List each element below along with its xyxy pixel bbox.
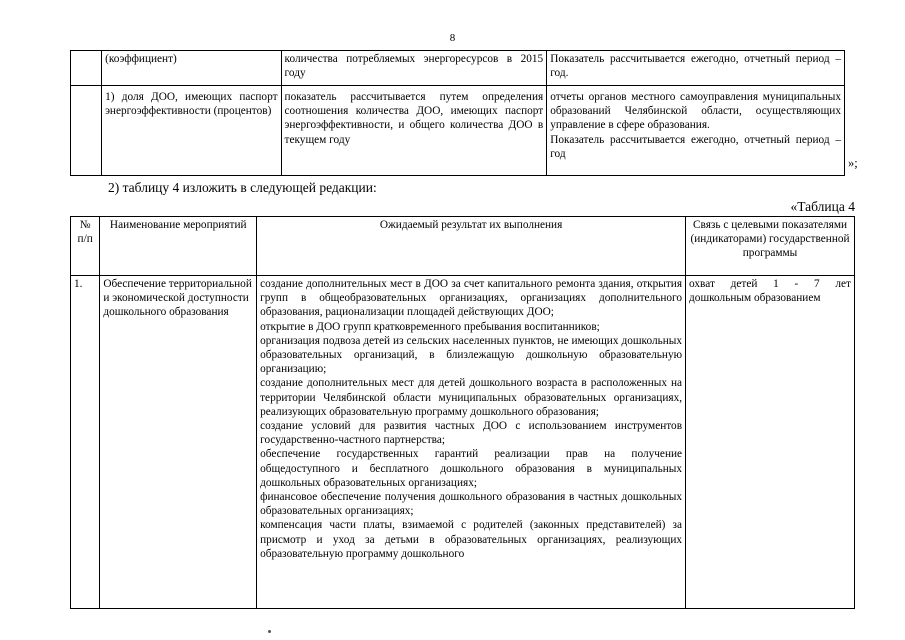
table-row xyxy=(71,86,845,176)
cell-text: отчеты органов местного самоуправления муниципальных образований Челябинской области, осуществляющих управление в сфере образования. xyxy=(550,91,841,132)
header-link: Связь с целевыми показателями (индикаторами) государственной программы xyxy=(686,217,855,276)
table-row xyxy=(71,276,855,609)
indicators-table-fragment xyxy=(70,50,845,176)
measures-table xyxy=(70,216,855,609)
closing-quote: »; xyxy=(848,156,858,170)
table-cell xyxy=(547,86,845,176)
table-header-row xyxy=(71,217,855,276)
result-item: обеспечение государственных гарантий реализации прав на получение общедоступного и бесплатного дошкольного образования в муниципальных дошкольных образовательных организациях; xyxy=(260,448,683,489)
amendment-instruction: 2) таблицу 4 изложить в следующей редакции: xyxy=(108,180,377,195)
cell-text: Показатель рассчитывается ежегодно, отчетный период – год xyxy=(550,133,841,160)
table-cell: количества потребляемых энергоресурсов в 2015 году xyxy=(281,51,547,86)
table-cell: 1) доля ДОО, имеющих паспорт энергоэффективности (процентов) xyxy=(102,86,281,176)
result-item: финансовое обеспечение получения дошкольного образования в частных дошкольных образовательных организациях; xyxy=(260,491,683,518)
result-item: открытие в ДОО групп кратковременного пребывания воспитанников; xyxy=(260,320,600,333)
table-row xyxy=(71,51,845,86)
result-item: создание дополнительных мест в ДОО за счет капитального ремонта здания, открытия групп в общеобразовательных организациях, организациях дополнительного образования, рационализации площадей действующих ДОО; xyxy=(260,278,683,319)
measure-name: Обеспечение территориальной и экономической доступности дошкольного образования xyxy=(100,276,257,609)
page-number: 8 xyxy=(449,32,456,44)
header-name: Наименование мероприятий xyxy=(100,217,257,276)
table-cell: показатель рассчитывается путем определения соотношения количества ДОО, имеющих паспорт энергоэффективности, и общего количества ДОО в текущем году xyxy=(281,86,547,176)
result-item: создание дополнительных мест для детей дошкольного возраста в расположенных на территории Челябинской области муниципальных образовательных организациях, реализующих образовательную программу дошкольного образования; xyxy=(260,377,683,418)
table-caption: «Таблица 4 xyxy=(790,199,855,214)
table-cell: Показатель рассчитывается ежегодно, отчетный период – год. xyxy=(547,51,845,86)
header-num: № п/п xyxy=(71,217,100,276)
table-cell-empty xyxy=(71,51,102,86)
table-cell: (коэффициент) xyxy=(102,51,281,86)
expected-results xyxy=(257,276,686,609)
row-number: 1. xyxy=(71,276,100,609)
header-result: Ожидаемый результат их выполнения xyxy=(257,217,686,276)
scan-artifact xyxy=(268,630,271,633)
result-item: организация подвоза детей из сельских населенных пунктов, не имеющих дошкольных образовательных организаций, в близлежащую дошкольную образовательную организацию; xyxy=(260,334,683,376)
result-item: компенсация части платы, взимаемой с родителей (законных представителей) за присмотр и уход за детьми в образовательных организациях, реализующих образовательную программу дошкольного xyxy=(260,519,683,560)
result-item: создание условий для развития частных ДОО с использованием инструментов государственно-частного партнерства; xyxy=(260,420,683,447)
table-cell-empty xyxy=(71,86,102,176)
indicator-link: охват детей 1 - 7 лет дошкольным образованием xyxy=(686,276,855,609)
